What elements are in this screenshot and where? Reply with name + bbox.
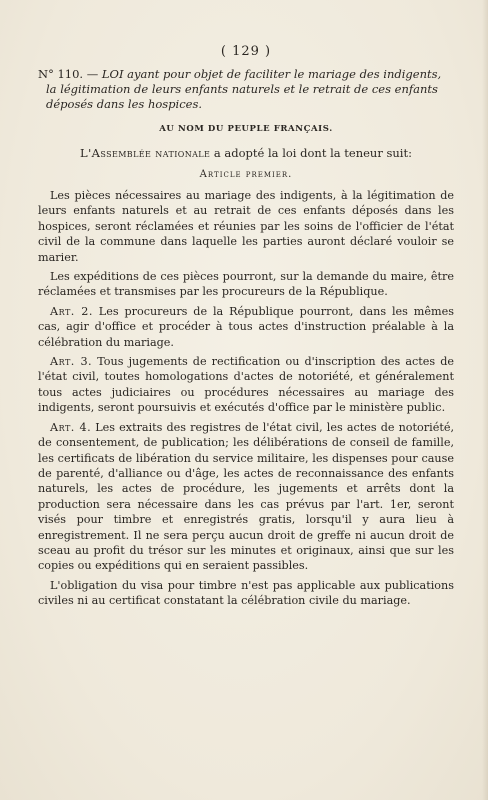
page-number: ( 129 ) (220, 44, 272, 59)
paragraph-text: Les expéditions de ces pièces pourront, sur la demande du maire, être réclamées et transmises par les procureurs de la République. (38, 270, 454, 299)
paragraph-list (38, 188, 454, 609)
intro-rest: a adopté la loi dont la teneur suit: (213, 146, 412, 160)
paragraph-text: Tous jugements de rectification ou d'inscription des actes de l'état civil, toutes homologations d'actes de notoriété, et généralement tous actes judiciaires ou procédures nécessaires au mariage des indigents, seront poursuivis et exécutés d'office par le ministère public. (38, 355, 454, 415)
paragraph (38, 188, 454, 265)
heading-people: AU NOM DU PEUPLE FRANÇAIS. (159, 124, 333, 134)
paragraph-text: Les extraits des registres de l'état civil, les actes de notoriété, de consentement, de publication; les délibérations de conseil de famille, les certificats de libération du service militaire, les dispenses pour cause de parenté, d'alliance ou d'âge, les actes de reconnaissance des enfants naturels, les actes de procédure, les jugements et arrêts dont la production sera nécessaire dans les cas prévus par l'art. 1er, seront visés pour timbre et enregistrés gratis, lorsqu'il y aura lieu à enregistrement. Il ne sera perçu aucun droit de greffe ni aucun droit de sceau au profit du trésor sur les minutes et originaux, ainsi que sur les copies ou expéditions qui en seraient passibles. (38, 420, 454, 573)
intro-line (38, 146, 454, 161)
article-premier-heading: Article premier. (199, 169, 293, 180)
intro-lead: L'Assemblée nationale (80, 146, 211, 160)
law-title (38, 67, 454, 112)
paragraph (38, 269, 454, 300)
paragraph-text: Les pièces nécessaires au mariage des indigents, à la légitimation de leurs enfants naturels et au retrait de ces enfants déposés dans les hospices, seront réclamées et réunies par les soins de l'officier de l'état civil de la commune dans laquelle les parties auront déclaré vouloir se marier. (38, 189, 454, 264)
paragraph (38, 354, 454, 416)
law-title-text: LOI ayant pour objet de faciliter le mariage des indigents, la légitimation de leurs enfants naturels et le retrait de ces enfants déposés dans les hospices. (46, 67, 442, 111)
article-label: Art. 3. (50, 355, 93, 369)
paragraph-text: L'obligation du visa pour timbre n'est pas applicable aux publications civiles ni au certificat constatant la célébration civile du mariage. (38, 578, 454, 608)
paragraph (38, 420, 454, 574)
page-edge-shadow (482, 0, 488, 800)
paragraph (38, 304, 454, 350)
paragraph-text: Les procureurs de la République pourront, dans les mêmes cas, agir d'office et procéder à tous actes d'instruction préalable à la célébration du mariage. (38, 304, 454, 349)
paragraph (38, 578, 454, 609)
article-label: Art. 4. (50, 420, 92, 434)
article-label: Art. 2. (50, 304, 93, 318)
law-number: N° 110. — (38, 67, 99, 81)
